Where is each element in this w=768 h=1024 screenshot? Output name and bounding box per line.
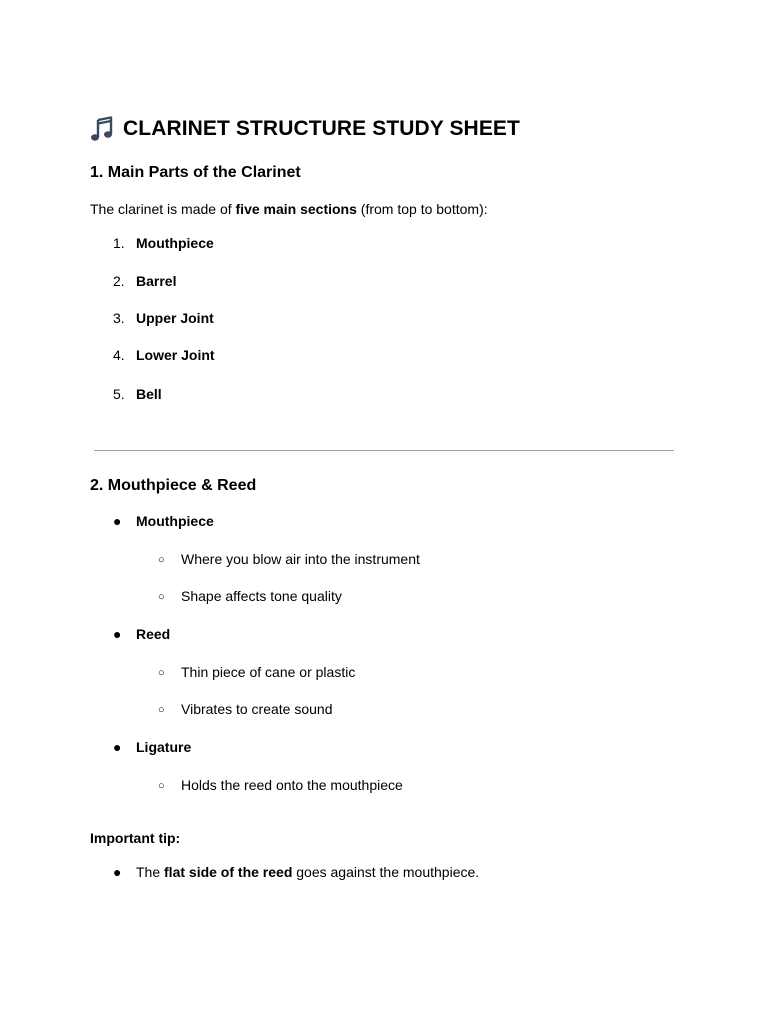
section2-heading: 2. Mouthpiece & Reed bbox=[90, 477, 257, 494]
sub-bullet-icon: ○ bbox=[158, 591, 165, 603]
list-label: Upper Joint bbox=[136, 310, 214, 326]
tip-text-bold: flat side of the reed bbox=[164, 864, 293, 880]
section1-intro bbox=[90, 201, 488, 217]
list-number: 2. bbox=[113, 273, 125, 289]
sub-bullet-icon: ○ bbox=[158, 554, 165, 566]
sub-list-item: Thin piece of cane or plastic bbox=[181, 664, 356, 680]
list-number: 4. bbox=[113, 347, 125, 363]
list-label: Lower Joint bbox=[136, 347, 215, 363]
title-text: CLARINET STRUCTURE STUDY SHEET bbox=[123, 117, 520, 140]
tip-heading: Important tip: bbox=[90, 830, 181, 846]
section1-heading: 1. Main Parts of the Clarinet bbox=[90, 164, 301, 181]
list-number: 5. bbox=[113, 386, 125, 402]
tip-text bbox=[136, 864, 479, 880]
sub-list-item: Vibrates to create sound bbox=[181, 701, 333, 717]
bullet-icon: ● bbox=[113, 626, 122, 642]
sub-list-item: Shape affects tone quality bbox=[181, 588, 342, 604]
sub-bullet-icon: ○ bbox=[158, 780, 165, 792]
sub-list-item: Holds the reed onto the mouthpiece bbox=[181, 777, 403, 793]
list-label: Reed bbox=[136, 626, 171, 642]
music-note-icon bbox=[90, 116, 114, 142]
bullet-icon: ● bbox=[113, 513, 122, 529]
list-number: 1. bbox=[113, 235, 125, 251]
intro-text-post: (from top to bottom): bbox=[356, 201, 488, 217]
tip-text-pre: The bbox=[136, 864, 165, 880]
sub-bullet-icon: ○ bbox=[158, 704, 165, 716]
bullet-icon: ● bbox=[113, 864, 122, 880]
tip-text-post: goes against the mouthpiece. bbox=[292, 864, 480, 880]
list-number: 3. bbox=[113, 310, 125, 326]
list-label: Mouthpiece bbox=[136, 513, 214, 529]
intro-text-bold: five main sections bbox=[235, 201, 357, 217]
sub-bullet-icon: ○ bbox=[158, 667, 165, 679]
section-divider bbox=[94, 450, 674, 451]
list-label: Barrel bbox=[136, 273, 177, 289]
list-label: Bell bbox=[136, 386, 162, 402]
list-label: Mouthpiece bbox=[136, 235, 214, 251]
bullet-icon: ● bbox=[113, 739, 122, 755]
intro-text-pre: The clarinet is made of bbox=[90, 201, 236, 217]
list-label: Ligature bbox=[136, 739, 192, 755]
page-title bbox=[90, 116, 520, 142]
sub-list-item: Where you blow air into the instrument bbox=[181, 551, 420, 567]
